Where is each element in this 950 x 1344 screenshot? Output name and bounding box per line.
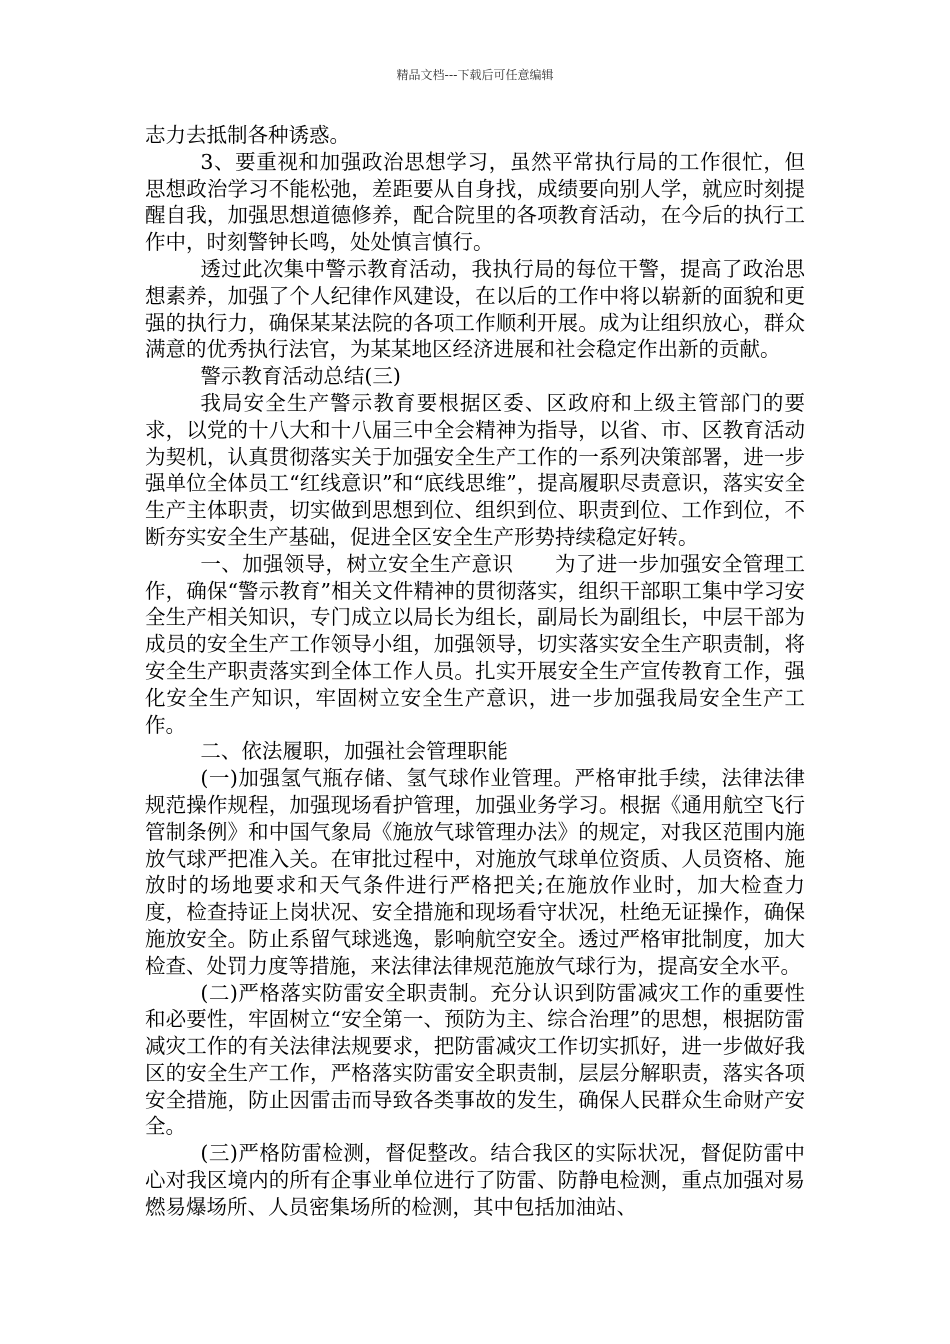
paragraph-8: (三)严格防雷检测，督促整改。结合我区的实际状况，督促防雷中心对我区境内的所有企事业单位进行了防雷、防静电检测，重点加强对易燃易爆场所、人员密集场所的检测，其中包括加油站、 [145, 1141, 805, 1219]
paragraph-2: 3、要重视和加强政治思想学习，虽然平常执行局的工作很忙，但思想政治学习不能松弛，差距要从自身找，成绩要向别人学，就应时刻提醒自我，加强思想道德修养，配合院里的各项教育活动，在今后的执行工作中，时刻警钟长鸣，处处慎言慎行。 [145, 149, 805, 255]
paragraph-1: 志力去抵制各种诱惑。 [145, 123, 350, 147]
section-heading: 警示教育活动总结(三) [200, 364, 401, 389]
page-header: 精品文档---下载后可任意编辑 [396, 68, 554, 82]
paragraph-5: 一、加强领导，树立安全生产意识 为了进一步加强安全管理工作，确保“警示教育”相关文件精神的贯彻落实，组织干部职工集中学习安全生产相关知识，专门成立以局长为组长，副局长为副组长，中层干部为成员的安全生产工作领导小组，加强领导，切实落实安全生产职责制，将安全生产职责落实到全体工作人员。扎实开展安全生产宣传教育工作，强化安全生产知识，牢固树立安全生产意识，进一步加强我局安全生产工作。 [145, 551, 805, 737]
paragraph-4: 我局安全生产警示教育要根据区委、区政府和上级主管部门的要求，以党的十八大和十八届三中全会精神为指导，以省、市、区教育活动为契机，认真贯彻落实关于加强安全生产工作的一系列决策部署，进一步强单位全体员工“红线意识”和“底线思维”，提高履职尽责意识，落实安全生产主体职责，切实做到思想到位、组织到位、职责到位、工作到位，不断夯实安全生产基础，促进全区安全生产形势持续稳定好转。 [145, 390, 805, 549]
paragraph-7: (二)严格落实防雷安全职责制。充分认识到防雷减灾工作的重要性和必要性，牢固树立“安全第一、预防为主、综合治理”的思想，根据防雷减灾工作的有关法律法规要求，把防雷减灾工作切实抓好，进一步做好我区的安全生产工作，严格落实防雷安全职责制，层层分解职责，落实各项安全措施，防止因雷击而导致各类事故的发生，确保人民群众生命财产安全。 [145, 980, 805, 1139]
document-body [145, 122, 805, 1221]
paragraph-3: 透过此次集中警示教育活动，我执行局的每位干警，提高了政治思想素养，加强了个人纪律作风建设，在以后的工作中将以崭新的面貌和更强的执行力，确保某某法院的各项工作顺利开展。成为让组织放心，群众满意的优秀执行法官，为某某地区经济进展和社会稳定作出新的贡献。 [145, 256, 805, 362]
paragraph-6: (一)加强氢气瓶存储、氢气球作业管理。严格审批手续，法律法律规范操作规程，加强现场看护管理，加强业务学习。根据《通用航空飞行管制条例》和中国气象局《施放气球管理办法》的规定，对我区范围内施放气球严把准入关。在审批过程中，对施放气球单位资质、人员资格、施放时的场地要求和天气条件进行严格把关;在施放作业时，加大检查力度，检查持证上岗状况、安全措施和现场看守状况，杜绝无证操作，确保施放安全。防止系留气球逃逸，影响航空安全。透过严格审批制度，加大检查、处罚力度等措施，来法律法律规范施放气球行为，提高安全水平。 [145, 766, 805, 978]
subsection-heading: 二、依法履职，加强社会管理职能 [200, 739, 508, 764]
